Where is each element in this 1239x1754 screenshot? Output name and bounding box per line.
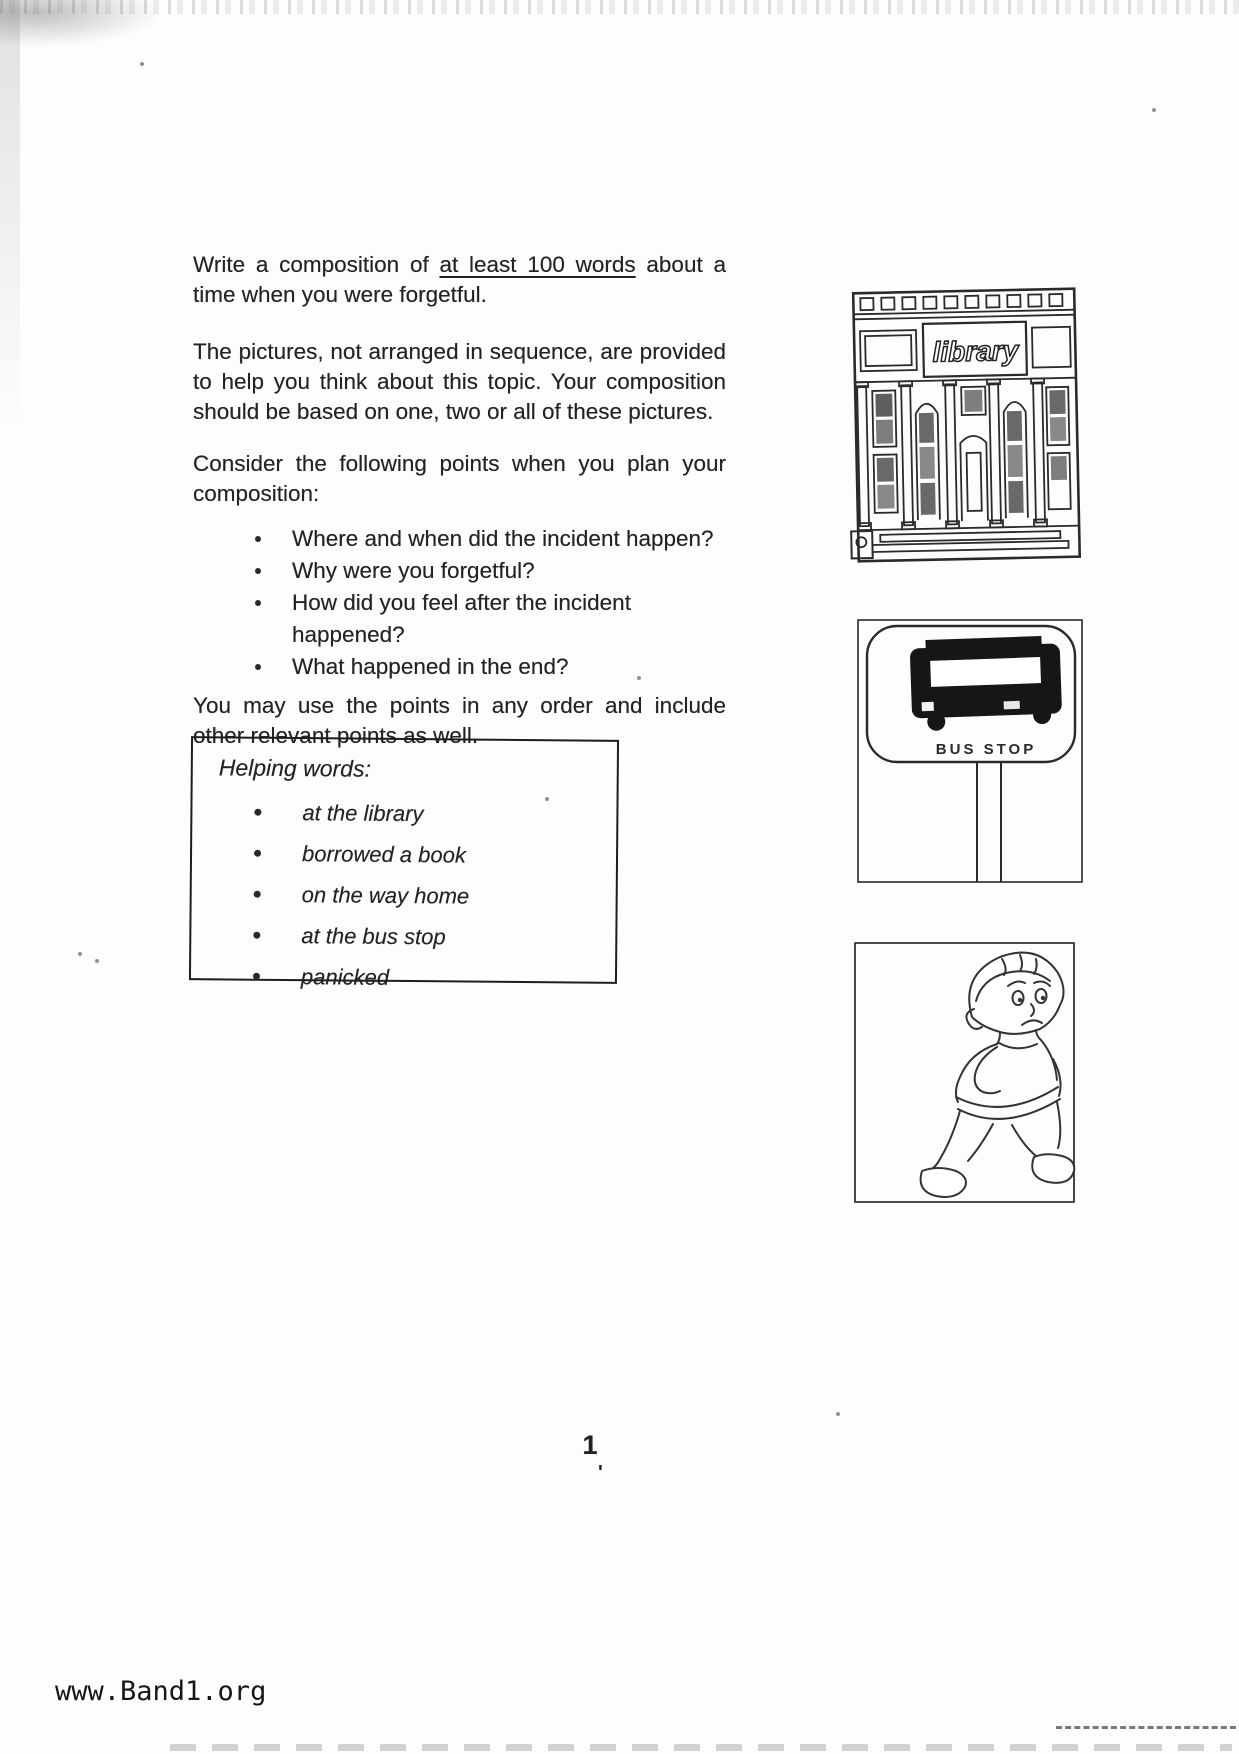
scan-speck [1152, 108, 1156, 112]
helping-words-list [191, 791, 617, 1000]
point-text: Where and when did the incident happen? [292, 526, 714, 551]
bullet-icon [254, 891, 261, 898]
scan-speck [836, 1412, 840, 1416]
library-sign-text: library [932, 334, 1019, 368]
bus-icon [909, 635, 1062, 731]
helping-word: panicked [300, 964, 390, 990]
point-text: What happened in the end? [292, 654, 569, 679]
consider-points-list [193, 523, 726, 683]
worried-boy-illustration [852, 939, 1078, 1208]
task-text-suffix: about a time when you were forgetful. [193, 252, 726, 307]
page-number: 1 [582, 1430, 598, 1460]
list-item [192, 832, 616, 877]
point-text: Why were you forgetful? [292, 558, 535, 583]
bullet-icon [255, 600, 261, 606]
bullet-icon [253, 932, 260, 939]
helping-word: at the bus stop [301, 923, 446, 950]
list-item [193, 523, 726, 555]
bullet-icon [253, 973, 260, 980]
scan-speck [78, 952, 82, 956]
helping-words-box [189, 736, 619, 990]
helping-word: borrowed a book [301, 841, 467, 868]
any-order-paragraph: You may use the points in any order and include other relevant points as well. [193, 693, 726, 748]
point-text: How did you feel after the incident happened? [292, 590, 631, 647]
list-item [193, 555, 726, 587]
bullet-icon [254, 809, 261, 816]
scan-strip-bottom [170, 1744, 1232, 1751]
helping-word: on the way home [301, 882, 470, 909]
scan-blotch-top-left [0, 0, 160, 46]
scan-speck: ' [598, 1462, 603, 1484]
consider-points-paragraph: Consider the following points when you plan your composition: [193, 451, 726, 506]
bus-stop-illustration [855, 614, 1086, 888]
helping-word: at the library [302, 800, 424, 827]
bullet-icon [255, 664, 261, 670]
library-illustration [848, 281, 1085, 574]
bullet-icon [255, 568, 261, 574]
pictures-note-paragraph: The pictures, not arranged in sequence, are provided to help you think about this topic. Your composition should be based on one, two or all of these pictures. [193, 339, 726, 424]
scan-dashes-bottom-right [1056, 1726, 1236, 1729]
scan-noise-top [0, 0, 1239, 14]
helping-words-title: Helping words: [218, 754, 372, 782]
watermark-url: www.Band1.org [55, 1676, 267, 1707]
list-item [192, 791, 616, 836]
scan-speck [140, 62, 144, 66]
task-paragraph [193, 250, 726, 310]
instructions-column [193, 250, 726, 751]
bullet-icon [255, 536, 261, 542]
bullet-icon [254, 850, 261, 857]
bus-stop-sign-text: BUS STOP [935, 741, 1037, 758]
task-text-prefix: Write a composition of [193, 252, 440, 277]
word-count-requirement: at least 100 words [439, 252, 636, 277]
list-item [192, 873, 616, 918]
list-item [191, 914, 615, 959]
list-item [193, 587, 726, 651]
scan-strip-left-edge [0, 0, 20, 430]
scan-speck [95, 959, 99, 963]
list-item [191, 955, 615, 1000]
list-item [193, 651, 726, 683]
